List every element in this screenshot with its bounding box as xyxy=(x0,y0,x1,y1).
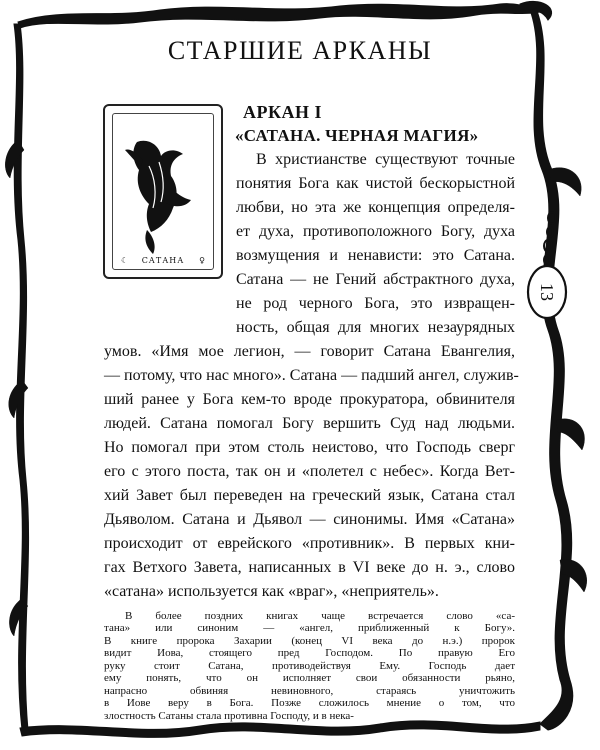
text-line: его с этого поста, так он и «полетел с небес». Когда Вет- xyxy=(104,463,515,480)
text-line: Дьяволом. Сатана и Дьявол — синонимы. Имя «Сатана» xyxy=(104,511,515,528)
text-line: людей. Сатана помогал Богу вершить Суд над людьми. xyxy=(104,415,515,432)
bottom-vine xyxy=(20,721,540,738)
text-line: хий Завет был переведен на греческий язык, Сатана стал xyxy=(104,487,515,504)
card-label: САТАНА xyxy=(141,256,185,265)
text-line: тана» или синоним — «ангел, приближенный к Богу». xyxy=(104,622,515,635)
text-line: ему понять, что он исполняет свои обязанности рьяно, xyxy=(104,672,515,685)
text-line: Сатана — не Гений абстрактного духа, xyxy=(236,271,515,288)
moon-symbol: ☾ xyxy=(121,256,129,265)
text-line: в Иове веру в Бога. Позже сложилось мнение о том, что xyxy=(104,697,515,710)
text-line: умов. «Имя мое легион, — говорит Сатана Евангелия, xyxy=(104,343,515,360)
arcana-subtitle: «САТАНА. ЧЕРНАЯ МАГИЯ» xyxy=(235,126,479,145)
top-vine xyxy=(18,4,540,28)
text-line: гах Ветхого Завета, написанных в VI веке до н. э., слово xyxy=(104,559,515,576)
text-line: возмущения и ненависти: это Сатана. xyxy=(236,247,515,264)
text-line: злостность Сатаны стала противна Господу, и в нека- xyxy=(104,709,354,722)
text-line: «сатана» используется как «враг», «неприятель». xyxy=(104,583,439,600)
text-line: видит Иова, стоящего пред Господом. По правую Его xyxy=(104,647,515,660)
tarot-card xyxy=(103,104,223,279)
text-line: происходит от еврейского «противник». В первых кни- xyxy=(104,535,515,552)
text-line: руку стоит Сатана, противодействуя Ему. Господь дает xyxy=(104,659,515,672)
text-line: напрасно обвиняя невиновного, стараясь уничтожить xyxy=(104,684,515,697)
venus-symbol: ♀ xyxy=(199,256,205,265)
text-line: не род черного Бога, это извращен- xyxy=(236,295,515,312)
text-line: ший ранее у Бога кем-то вроде прокуратора, обвинителя xyxy=(104,391,515,408)
text-line: Но помогал при этом столь неистово, что Господь сверг xyxy=(104,439,515,456)
text-line: В более поздних книгах чаще встречается слово «са- xyxy=(125,610,515,622)
text-line: понятия Бога как чистой бескорыстной xyxy=(236,175,515,192)
text-line: ность, общая для многих незаурядных xyxy=(236,319,515,336)
right-vine xyxy=(530,8,573,730)
page-title: СТАРШИЕ АРКАНЫ xyxy=(167,36,433,65)
text-line: В книге пророка Захарии (конец VI века до н.э.) пророк xyxy=(104,634,515,647)
satan-figure-illustration xyxy=(103,104,223,279)
page-number-wrap xyxy=(530,266,564,318)
text-line: В христианстве существуют точные xyxy=(256,151,515,168)
text-line: любви, но эта же концепция определя- xyxy=(236,199,515,216)
text-line: — потому, что нас много». Сатана — падший ангел, служив- xyxy=(104,367,519,384)
arcana-heading: АРКАН I xyxy=(243,102,323,122)
text-line: ет духа, противоположного Богу, духа xyxy=(236,223,515,240)
page-number: 13 xyxy=(537,283,557,301)
